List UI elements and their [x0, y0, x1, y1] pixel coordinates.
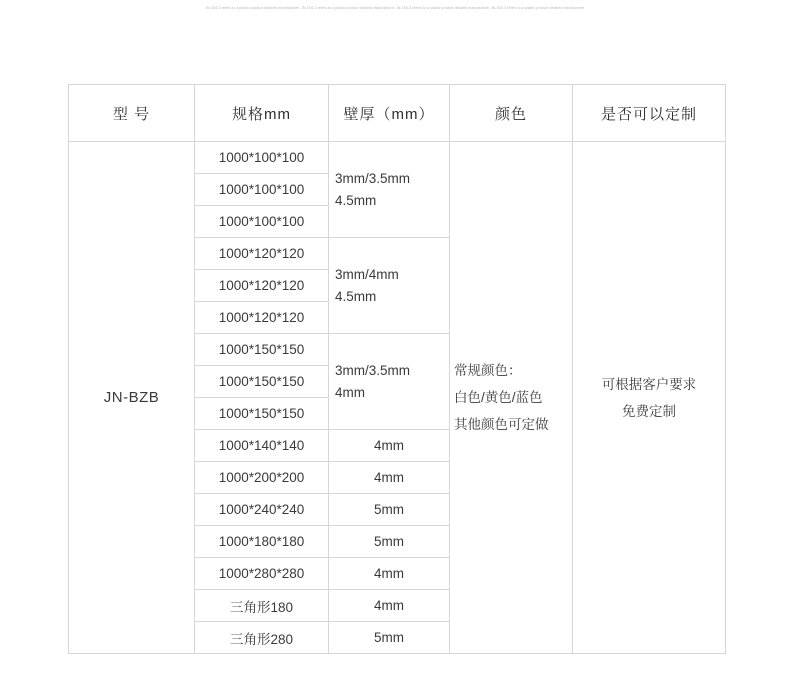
- cell-spec: 1000*200*200: [195, 462, 329, 494]
- cell-wall-thickness: [329, 142, 450, 238]
- cell-color: [450, 142, 573, 654]
- cell-spec: 1000*140*140: [195, 430, 329, 462]
- wall-line: 4.5mm: [335, 288, 377, 304]
- cell-spec: 三角形280: [195, 622, 329, 654]
- color-line: 其他颜色可定做: [454, 417, 549, 432]
- color-line: 常规颜色：: [454, 363, 522, 378]
- cell-wall-thickness: 4mm: [329, 462, 450, 494]
- cell-spec: 1000*280*280: [195, 558, 329, 590]
- cell-wall-thickness: [329, 334, 450, 430]
- cell-spec: 1000*180*180: [195, 526, 329, 558]
- cell-wall-thickness: [329, 238, 450, 334]
- cell-spec: 三角形180: [195, 590, 329, 622]
- custom-line: 免费定制: [622, 403, 676, 419]
- cell-spec: 1000*150*150: [195, 366, 329, 398]
- header-spec: 规格mm: [195, 85, 329, 142]
- table-header-row: [69, 85, 726, 142]
- cell-wall-thickness: 4mm: [329, 430, 450, 462]
- wall-line: 3mm/3.5mm: [335, 362, 411, 378]
- custom-line: 可根据客户要求: [601, 376, 697, 392]
- wall-line: 4.5mm: [335, 192, 377, 208]
- cell-model: JN-BZB: [69, 142, 195, 654]
- cell-spec: 1000*120*120: [195, 302, 329, 334]
- wall-line: 4mm: [335, 384, 365, 400]
- cell-spec: 1000*240*240: [195, 494, 329, 526]
- cell-spec: 1000*120*120: [195, 270, 329, 302]
- table-header: [69, 85, 726, 142]
- table-body: [69, 142, 726, 654]
- wall-line: 3mm/3.5mm: [335, 170, 411, 186]
- cell-wall-thickness: 4mm: [329, 558, 450, 590]
- cell-customizable: [573, 142, 726, 654]
- header-wall-thickness: 壁厚（mm）: [329, 85, 450, 142]
- header-customizable: 是否可以定制: [573, 85, 726, 142]
- cell-spec: 1000*150*150: [195, 398, 329, 430]
- specification-table: [68, 84, 726, 654]
- header-color: 颜色: [450, 85, 573, 142]
- cell-spec: 1000*100*100: [195, 206, 329, 238]
- cell-wall-thickness: 5mm: [329, 494, 450, 526]
- cell-wall-thickness: 5mm: [329, 622, 450, 654]
- specification-table-container: [68, 84, 722, 654]
- header-model: 型 号: [69, 85, 195, 142]
- cell-spec: 1000*120*120: [195, 238, 329, 270]
- cell-spec: 1000*100*100: [195, 174, 329, 206]
- cell-wall-thickness: 4mm: [329, 590, 450, 622]
- color-line: 白色/黄色/蓝色: [454, 390, 543, 405]
- cell-spec: 1000*150*150: [195, 334, 329, 366]
- table-row: [69, 142, 726, 174]
- cell-spec: 1000*100*100: [195, 142, 329, 174]
- cell-wall-thickness: 5mm: [329, 526, 450, 558]
- fine-print-text: JN-TAS-3 refers to a plastic product detailed manufacturer. JN-TAS-3 refers to a plastic product detailed manufacturer JN-TAS-3 refers to a plastic product detailed manufacturer JN-TAS-3 refers to a plastic product detailed manufacturer: [205, 6, 585, 10]
- wall-line: 3mm/4mm: [335, 266, 399, 282]
